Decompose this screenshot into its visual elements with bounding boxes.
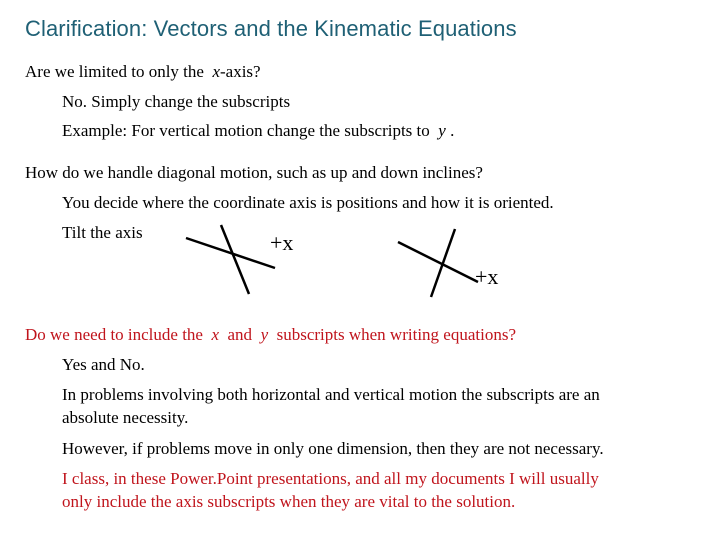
example-1-text-b: .: [450, 121, 455, 140]
var-y: y: [438, 121, 446, 140]
note-line-2: only include the axis subscripts when they are vital to the solution.: [62, 492, 516, 511]
question-1-text-b: -axis?: [219, 62, 261, 81]
answer-3-2-line-1: In problems involving both horizontal and vertical motion the subscripts are an: [62, 385, 600, 404]
note-line-1: I class, in these Power.Point presentations, and all my documents I will usually: [62, 469, 599, 488]
axis-2-label: +x: [475, 264, 499, 289]
axis-2-line-b: [431, 229, 455, 297]
example-1-text-a: Example: For vertical motion change the subscripts to: [62, 121, 430, 140]
var-y: y: [260, 325, 269, 344]
var-x: x: [211, 325, 220, 344]
axis-1-label: +x: [270, 230, 294, 255]
tilted-axis-1: [186, 225, 275, 294]
tilt-label: Tilt the axis: [62, 223, 143, 242]
slide-title: Clarification: Vectors and the Kinematic Equations: [25, 16, 517, 41]
answer-2: You decide where the coordinate axis is positions and how it is oriented.: [62, 193, 554, 212]
answer-3-2-line-2: absolute necessity.: [62, 408, 189, 427]
axis-1-line-a: [186, 238, 275, 268]
axis-1-line-b: [221, 225, 249, 294]
question-3-text-b: subscripts when writing equations?: [276, 325, 516, 344]
answer-3-3: However, if problems move in only one dimension, then they are not necessary.: [62, 439, 604, 458]
question-3-and: and: [227, 325, 253, 344]
question-2: How do we handle diagonal motion, such as up and down inclines?: [25, 163, 483, 182]
var-x: x: [212, 62, 220, 81]
tilted-axis-2: [398, 229, 478, 297]
answer-1: No. Simply change the subscripts: [62, 92, 291, 111]
answer-3-1: Yes and No.: [62, 355, 145, 374]
question-3-text-a: Do we need to include the: [25, 325, 203, 344]
question-3: [25, 324, 516, 346]
question-1-text-a: Are we limited to only the: [25, 62, 204, 81]
